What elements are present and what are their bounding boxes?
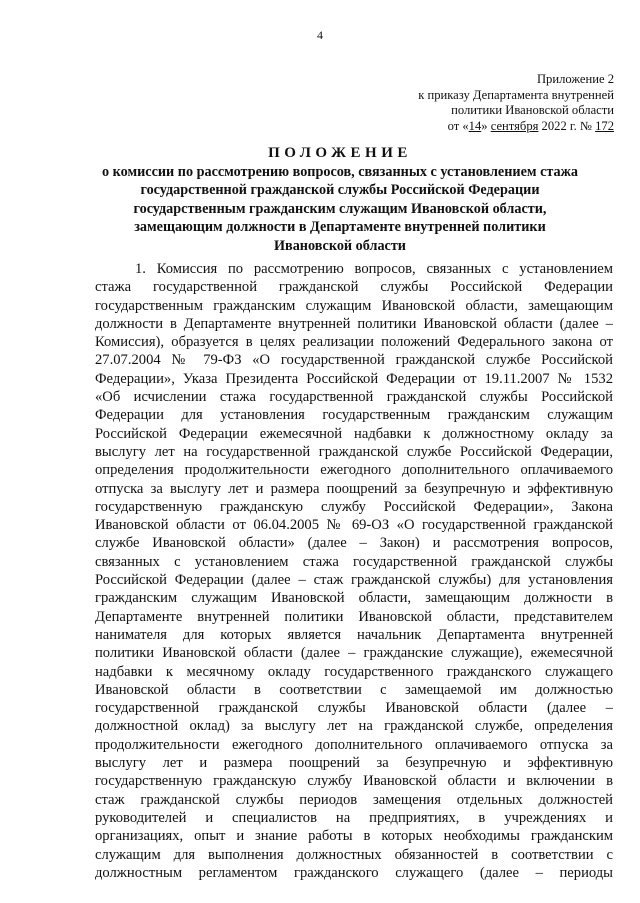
body-line: Департаменте внутренней политики Ивановской области, представителем [95, 608, 613, 625]
body-line: должностным регламентом гражданского служащего (далее – периоды [95, 864, 613, 881]
date-sep: » [481, 118, 491, 133]
body-line: Российской Федерации ежемесячной надбавки к должностному окладу за [95, 425, 613, 442]
appendix-line-1: Приложение 2 [536, 72, 614, 86]
order-number: 172 [595, 118, 614, 133]
body-line: политики Ивановской области (далее – гражданские служащие), ежемесячной [95, 645, 613, 662]
document-title: ПОЛОЖЕНИЕ [268, 145, 412, 161]
date-month: сентября [490, 118, 539, 133]
title-line-3: государственным гражданским служащим Ивановской области, [133, 200, 547, 217]
body-line: должности в Департаменте внутренней политики Ивановской области (далее – [95, 315, 613, 332]
appendix-line-2: к приказу Департамента внутренней [418, 87, 614, 102]
body-line: 27.07.2004 № 79-ФЗ «О государственной гражданской службе Российской [95, 352, 613, 369]
body-line: гражданским служащим Ивановской области, замещающим должности в [95, 590, 613, 607]
body-line: Федерации для установления государственным гражданским служащим [95, 407, 613, 424]
title-line-1: о комиссии по рассмотрению вопросов, связанных с установлением стажа [102, 164, 578, 180]
date-day: 14 [468, 118, 482, 133]
body-line: служащим для выполнения должностных обязанностей в соответствии с [95, 846, 613, 863]
body-line: должностной оклад) за выслугу лет на гражданской службе, определения [95, 718, 613, 735]
body-line: службе Ивановской области» (далее – Закон) и рассмотрения вопросов, [95, 535, 613, 552]
body-line: стаж гражданской службы периодов замещения отдельных должностей [95, 791, 613, 808]
page-number: 4 [317, 28, 323, 42]
body-line: организациях, опыт и знание работы в которых необходимы гражданским [95, 828, 613, 845]
date-year-no: 2022 г. № [538, 118, 596, 133]
body-line: государственным гражданским служащим Ивановской области, замещающим [95, 297, 613, 314]
body-line: выслугу лет на государственной гражданской службе Российской Федерации, [95, 443, 613, 460]
body-paragraph [95, 260, 613, 882]
body-line: стажа государственной гражданской службы Российской Федерации [95, 279, 613, 296]
title-line-2: государственной гражданской службы Российской Федерации [140, 182, 540, 199]
body-line: государственной гражданской службы Ивановской области (далее – [95, 700, 613, 717]
appendix-date-line [418, 119, 614, 135]
body-line: государственную гражданскую службу Российской Федерации», Закона [95, 498, 613, 515]
body-line: руководителей и специалистов на предприятиях, в учреждениях и [95, 809, 613, 826]
body-line: выслугу лет и размера поощрений за безупречную и эффективную [95, 755, 613, 772]
body-line: «Об исчислении стажа государственной гражданской службы Российской [95, 389, 613, 406]
body-line: определения продолжительности ежегодного дополнительного оплачиваемого [95, 462, 613, 479]
body-line: Комиссия), образуется в целях реализации положений Федерального закона от [95, 334, 613, 351]
body-line: продолжительности ежегодного дополнительного оплачиваемого отпуска за [95, 736, 613, 753]
body-line: Ивановской области от 06.04.2005 № 69-ОЗ «О государственной гражданской [95, 517, 613, 534]
body-line: Федерации», Указа Президента Российской Федерации от 19.11.2007 № 1532 [95, 370, 613, 387]
body-line: 1. Комиссия по рассмотрению вопросов, связанных с установлением [135, 261, 613, 277]
title-line-5: Ивановской области [274, 237, 406, 254]
body-line: отпуска за выслугу лет и размера поощрений за безупречную и эффективную [95, 480, 613, 497]
date-prefix: от « [447, 118, 469, 133]
appendix-block [418, 72, 614, 134]
body-line: Российской Федерации (далее – стаж гражданской службы) для установления [95, 572, 613, 589]
body-line: связанных с установлением стажа государственной гражданской службы [95, 553, 613, 570]
body-line: нанимателя для которых является начальник Департамента внутренней [95, 626, 613, 643]
title-line-4: замещающим должности в Департаменте внутренней политики [134, 219, 546, 236]
appendix-line-3: политики Ивановской области [451, 103, 614, 117]
body-line: надбавки к месячному окладу государственного гражданского служащего [95, 663, 613, 680]
body-line: государственную гражданскую службу Ивановской области и включении в [95, 773, 613, 790]
body-line: Ивановской области в соответствии с замещаемой им должностью [95, 681, 613, 698]
document-heading [60, 143, 620, 255]
